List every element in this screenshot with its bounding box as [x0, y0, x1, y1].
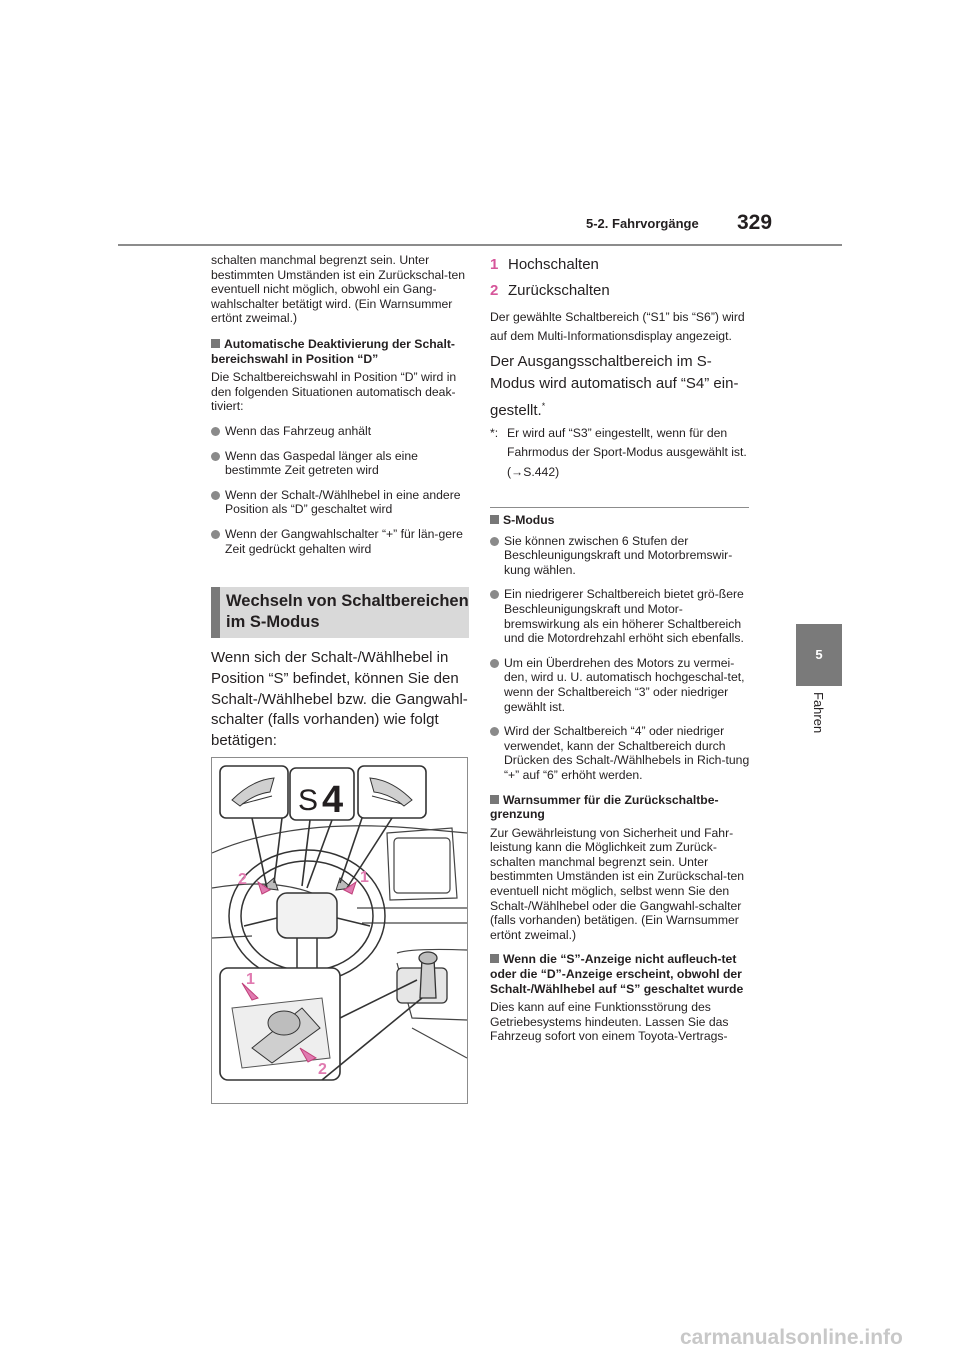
shift-figure	[211, 757, 468, 1104]
square-bullet-icon	[211, 339, 220, 348]
list-item: Sie können zwischen 6 Stufen der Beschleunigungskraft und Motorbremswir-kung wählen.	[490, 534, 752, 578]
chapter-tab: 5	[796, 624, 842, 686]
square-bullet-icon	[490, 515, 499, 524]
divider	[490, 507, 749, 508]
square-bullet-icon	[490, 795, 499, 804]
footnote: *: Er wird auf “S3” eingestellt, wenn für den Fahrmodus der Sport-Modus ausgewählt ist. (→S.442)	[490, 425, 747, 479]
display-letter: S	[298, 784, 319, 817]
intro-paragraph: schalten manchmal begrenzt sein. Unter bestimmten Umständen ist ein Zurückschal-ten eventuell nicht möglich, obwohl ein Gang-wahlschalter betätigt wird. (Ein Warnsummer ertönt zweimal.)	[211, 253, 466, 326]
list-item: Wenn der Gangwahlschalter “+” für län-gere Zeit gedrückt gehalten wird	[211, 527, 469, 556]
list-item: Wenn der Schalt-/Wählhebel in eine andere Position als “D” geschaltet wird	[211, 488, 469, 517]
warn-heading: Warnsummer für die Zurückschaltbe-grenzung	[490, 792, 719, 822]
circle-bullet-icon	[211, 491, 220, 500]
list-item: Wenn das Fahrzeug anhält	[211, 424, 469, 439]
running-header-section: 5-2. Fahrvorgänge	[586, 216, 699, 231]
s-indicator-text: Dies kann auf eine Funktionsstörung des Getriebesystems hindeuten. Lassen Sie das Fahrzeug sofort von einem Toyota-Vertrags-	[490, 1000, 729, 1044]
callout-2-upper: 2	[238, 871, 247, 888]
list-item: Wird der Schaltbereich “4” oder niedriger verwendet, kann der Schaltbereich durch Drücken des Schalt-/Wählhebels in Rich-tung “+” auf “6” erhöht werden.	[490, 724, 752, 782]
section-title: Wechseln von Schaltbereichen im S-Modus	[211, 587, 469, 638]
section-intro: Wenn sich der Schalt-/Wählhebel in Position “S” befindet, können Sie den Schalt-/Wählhebel bzw. die Gangwahl-schalter (falls vorhanden) wie folgt betätigen:	[211, 649, 468, 750]
circle-bullet-icon	[490, 727, 499, 736]
callout-2-lower: 2	[318, 1061, 327, 1078]
steering-wheel-shifter-illustration	[212, 758, 467, 1103]
square-bullet-icon	[490, 954, 499, 963]
step-item: 1 Hochschalten	[490, 256, 599, 273]
watermark: carmanualsonline.info	[680, 1326, 903, 1349]
circle-bullet-icon	[211, 452, 220, 461]
initial-range-text: Der Ausgangsschaltbereich im S-Modus wird automatisch auf “S4” ein-gestellt.*	[490, 352, 739, 419]
circle-bullet-icon	[211, 427, 220, 436]
chapter-label: Fahren	[811, 692, 826, 734]
list-item: Wenn das Gaspedal länger als eine bestimmte Zeit getreten wird	[211, 449, 469, 478]
callout-1-lower: 1	[246, 971, 255, 988]
s-indicator-heading: Wenn die “S”-Anzeige nicht aufleuch-tet oder die “D”-Anzeige erscheint, obwohl der Schalt-/Wählhebel auf “S” geschaltet wurde	[490, 952, 744, 996]
list-item: Um ein Überdrehen des Motors zu vermei-den, wird u. U. automatisch hochgeschal-tet, wenn der Schaltbereich “3” oder niedriger gewählt ist.	[490, 656, 752, 714]
warn-text: Zur Gewährleistung von Sicherheit und Fahr-leistung kann die Möglichkeit zum Zurück-schalten manchmal begrenzt sein. Unter bestimmten Umständen ist ein Zurückschal-ten eventuell nicht möglich, selbst wenn Sie den Schalt-/Wählhebel oder die Gangwahl-schalter (falls vorhanden) betätigen. (Ein Warnsummer ertönt zweimal.)	[490, 825, 745, 942]
range-text: Der gewählte Schaltbereich (“S1” bis “S6”) wird auf dem Multi-Informationsdisplay angezeigt.	[490, 309, 745, 344]
auto-deactivate-text: Die Schaltbereichswahl in Position “D” wird in den folgenden Situationen automatisch deak-tiviert:	[211, 370, 457, 414]
page-number: 329	[737, 211, 773, 234]
circle-bullet-icon	[490, 659, 499, 668]
header-rule	[118, 244, 842, 246]
circle-bullet-icon	[211, 530, 220, 539]
circle-bullet-icon	[490, 537, 499, 546]
display-number: 4	[322, 779, 344, 821]
step-item: 2 Zurückschalten	[490, 281, 610, 299]
circle-bullet-icon	[490, 590, 499, 599]
right-column	[490, 255, 752, 482]
callout-1-upper: 1	[360, 869, 369, 886]
left-column	[211, 253, 469, 556]
list-item: Ein niedrigerer Schaltbereich bietet grö-ßere Beschleunigungskraft und Motor-bremswirkung als ein höherer Schaltbereich und die Motordrehzahl erhöht sich ebenfalls.	[490, 587, 752, 645]
subheading-auto-deactivate: Automatische Deaktivierung der Schalt-bereichswahl in Position “D”	[211, 336, 455, 366]
right-column-lower	[490, 513, 752, 1044]
s-mode-heading: S-Modus	[490, 513, 752, 528]
